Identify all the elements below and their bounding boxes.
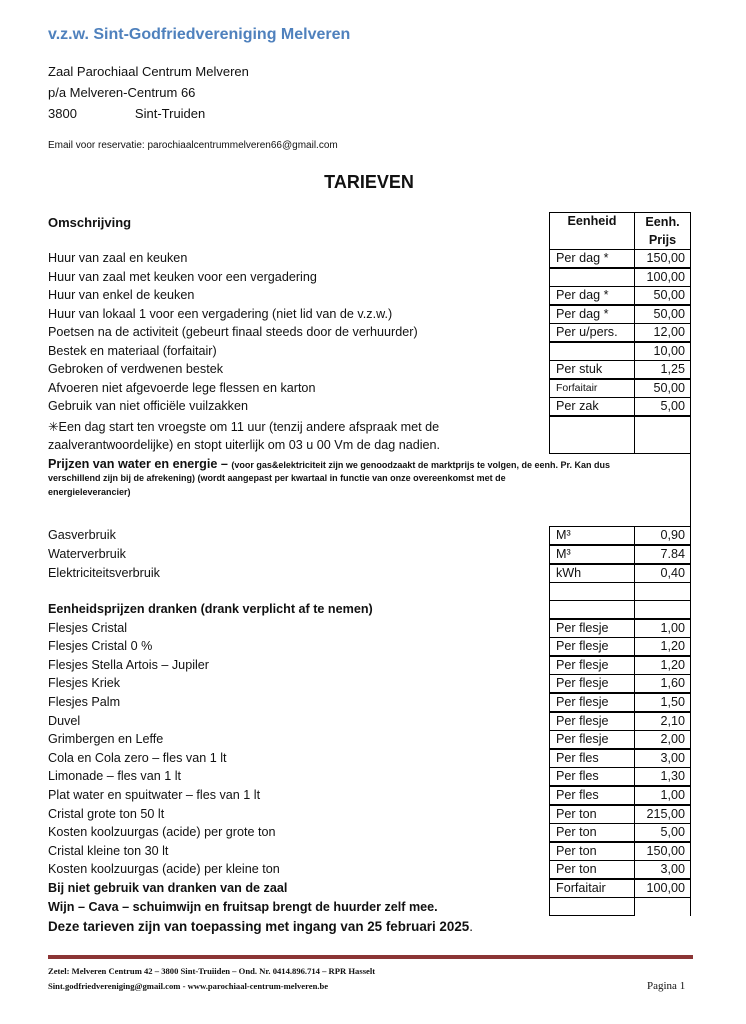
wine-unit-cell	[549, 897, 635, 916]
drinks-heading-price-cell	[634, 600, 691, 619]
drink-row-label: Cristal grote ton 50 lt	[48, 806, 165, 821]
rental-row-price: 150,00	[634, 249, 691, 268]
drink-row-price: 1,00	[634, 786, 691, 805]
drink-row-price: 3,00	[634, 860, 691, 879]
rental-row-unit: Per stuk	[549, 360, 635, 379]
rental-row-price: 10,00	[634, 342, 691, 361]
drink-row-unit: Per flesje	[549, 674, 635, 693]
drink-row-unit: Per ton	[549, 805, 635, 824]
rental-row-label: Huur van zaal en keuken	[48, 251, 188, 265]
drink-row-price: 1,60	[634, 674, 691, 693]
energy-row-price: 0,40	[634, 564, 691, 583]
drink-row-price: 5,00	[634, 823, 691, 842]
drink-row-label: Flesjes Cristal 0 %	[48, 639, 153, 654]
drink-row-label: Kosten koolzuurgas (acide) per kleine ton	[48, 862, 280, 877]
blank-price-cell	[634, 582, 691, 601]
footer-line-1: Zetel: Melveren Centrum 42 – 3800 Sint-Truiiden – Ond. Nr. 0414.896.714 – RPR Hasselt	[48, 966, 376, 976]
rental-row-price: 5,00	[634, 397, 691, 416]
drink-row-unit: Per flesje	[549, 656, 635, 675]
energy-note-line3: energieleverancier)	[48, 487, 131, 497]
rental-row-label: Huur van enkel de keuken	[48, 288, 195, 302]
drinks-heading-unit-cell	[549, 600, 635, 619]
validity-text: Deze tarieven zijn van toepassing met ingang van 25 februari 2025	[48, 919, 470, 934]
price-header-line1: Eenh.	[645, 215, 680, 229]
drink-row-unit: Per flesje	[549, 730, 635, 749]
rental-row-price: 12,00	[634, 323, 691, 342]
drink-row-price: 215,00	[634, 805, 691, 824]
drink-row-unit: Per flesje	[549, 637, 635, 656]
price-header	[634, 212, 691, 250]
address-line-1: Zaal Parochiaal Centrum Melveren	[48, 64, 249, 79]
drink-row-price: 2,00	[634, 730, 691, 749]
validity-period: .	[469, 919, 473, 934]
drinks-heading: Eenheidsprijzen dranken (drank verplicht af te nemen)	[48, 602, 373, 616]
drink-row-unit: Per ton	[549, 823, 635, 842]
drink-row-price: 100,00	[634, 879, 691, 898]
drink-row-label: Cristal kleine ton 30 lt	[48, 843, 169, 858]
description-header: Omschrijving	[48, 215, 132, 230]
page-title: TARIEVEN	[324, 172, 414, 192]
rental-row-label: Huur van zaal met keuken voor een vergadering	[48, 269, 317, 284]
drink-row-unit: Per flesje	[549, 712, 635, 731]
drink-row-price: 1,00	[634, 619, 691, 638]
postcode: 3800	[48, 106, 77, 121]
energy-row-unit: kWh	[549, 564, 635, 583]
drink-row-label: Kosten koolzuurgas (acide) per grote ton	[48, 825, 276, 840]
organization-name: v.z.w. Sint-Godfriedvereniging Melveren	[48, 26, 351, 43]
drink-row-unit: Per flesje	[549, 693, 635, 712]
drink-row-label: Cola en Cola zero – fles van 1 lt	[48, 750, 227, 765]
energy-row-label: Elektriciteitsverbruik	[48, 566, 160, 580]
drink-row-label: Flesjes Palm	[48, 694, 121, 709]
energy-note-line1: (voor gas&elektriciteit zijn we genoodzaakt de marktprijs te volgen, de eenh. Pr. Kan dus	[231, 460, 610, 470]
drink-row-label: Grimbergen en Leffe	[48, 732, 164, 747]
drink-row-unit: Per ton	[549, 842, 635, 861]
energy-row-unit: M³	[549, 545, 635, 564]
day-note-line1: ✳Een dag start ten vroegste om 11 uur (tenzij andere afspraak met de	[48, 420, 440, 434]
page-number: Pagina 1	[647, 980, 686, 992]
rental-row-price: 50,00	[634, 379, 691, 398]
energy-heading-title: Prijzen van water en energie –	[48, 457, 232, 471]
drink-row-price: 1,20	[634, 656, 691, 675]
energy-box-right-border	[690, 454, 691, 526]
address-line-3	[48, 106, 205, 121]
rental-row-unit: Per u/pers.	[549, 323, 635, 342]
drink-row-price: 2,10	[634, 712, 691, 731]
footer-rule	[48, 955, 693, 959]
day-note-unit-cell	[549, 416, 635, 454]
rental-row-label: Gebroken of verdwenen bestek	[48, 362, 224, 376]
drink-row-price: 1,20	[634, 637, 691, 656]
validity-note	[48, 918, 473, 936]
rental-row-label: Poetsen na de activiteit (gebeurt finaal steeds door de verhuurder)	[48, 325, 418, 339]
address-line-2: p/a Melveren-Centrum 66	[48, 85, 196, 100]
rental-row-unit: Per dag *	[549, 305, 635, 324]
drink-row-label: Flesjes Cristal	[48, 620, 128, 635]
drink-row-price: 1,50	[634, 693, 691, 712]
drink-row-unit: Per fles	[549, 786, 635, 805]
energy-row-price: 0,90	[634, 526, 691, 545]
rental-row-label: Afvoeren niet afgevoerde lege flessen en karton	[48, 380, 316, 395]
rental-row-price: 50,00	[634, 305, 691, 324]
unit-header: Eenheid	[549, 212, 635, 250]
rental-row-label: Gebruik van niet officiële vuilzakken	[48, 399, 248, 413]
rental-row-unit: Per dag *	[549, 286, 635, 305]
rental-row-unit: Per dag *	[549, 249, 635, 268]
day-note-line2: zaalverantwoordelijke) en stopt uiterlijk om 03 u 00 Vm de dag nadien.	[48, 438, 441, 452]
drink-row-price: 3,00	[634, 749, 691, 768]
wine-note: Wijn – Cava – schuimwijn en fruitsap brengt de huurder zelf mee.	[48, 900, 438, 914]
drink-row-label: Flesjes Stella Artois – Jupiler	[48, 657, 209, 672]
rental-row-unit: Forfaitair	[549, 379, 635, 398]
rental-row-unit	[549, 268, 635, 287]
energy-row-label: Gasverbruik	[48, 528, 116, 542]
price-header-line2: Prijs	[648, 233, 677, 247]
drink-row-unit: Per fles	[549, 749, 635, 768]
day-note-price-cell	[634, 416, 691, 454]
drink-row-unit: Per ton	[549, 860, 635, 879]
rental-row-price: 50,00	[634, 286, 691, 305]
rental-row-unit: Per zak	[549, 397, 635, 416]
energy-note-line2: verschillend zijn bij de afrekening) (wordt aangepast per kwartaal in functie van onze overeenkomst met de	[48, 473, 506, 483]
wine-right-border	[690, 897, 691, 916]
drink-row-label: Limonade – fles van 1 lt	[48, 769, 182, 784]
drink-row-unit: Per flesje	[549, 619, 635, 638]
blank-unit-cell	[549, 582, 635, 601]
rental-row-price: 1,25	[634, 360, 691, 379]
drink-row-label: Plat water en spuitwater – fles van 1 lt	[48, 787, 261, 802]
footer-line-2: Sint.godfriedvereniging@gmail.com - www.parochiaal-centrum-melveren.be	[48, 981, 329, 991]
energy-row-label: Waterverbruik	[48, 547, 126, 561]
drink-row-unit: Per fles	[549, 767, 635, 786]
drink-row-label: Flesjes Kriek	[48, 676, 121, 691]
rental-row-price: 100,00	[634, 268, 691, 287]
rental-row-label: Huur van lokaal 1 voor een vergadering (niet lid van de v.z.w.)	[48, 306, 393, 321]
city: Sint-Truiden	[134, 106, 206, 121]
drink-row-label: Bij niet gebruik van dranken van de zaal	[48, 880, 288, 895]
drink-row-unit: Forfaitair	[549, 879, 635, 898]
rental-row-label: Bestek en materiaal (forfaitair)	[48, 343, 217, 358]
energy-row-price: 7.84	[634, 545, 691, 564]
drink-row-price: 150,00	[634, 842, 691, 861]
drink-row-label: Duvel	[48, 713, 81, 728]
energy-row-unit: M³	[549, 526, 635, 545]
email-line: Email voor reservatie: parochiaalcentrummelveren66@gmail.com	[48, 140, 338, 151]
drink-row-price: 1,30	[634, 767, 691, 786]
rental-row-unit	[549, 342, 635, 361]
